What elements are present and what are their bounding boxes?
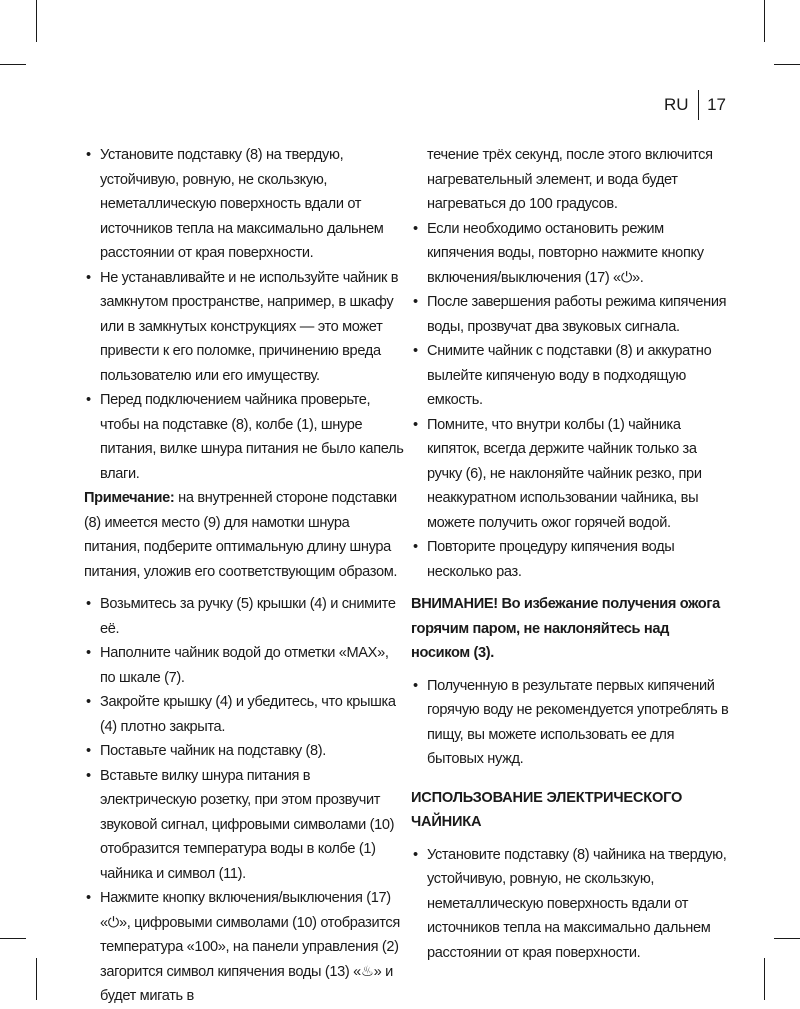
list-item: • После завершения работы режима кипячения воды, прозвучат два звуковых сигнала. [411,290,731,339]
list-item: • Снимите чайник с подставки (8) и аккуратно вылейте кипяченую воду в подходящую емкость. [411,339,731,413]
list-item: • Возьмитесь за ручку (5) крышки (4) и снимите её. [84,592,406,641]
list-item: • Полученную в результате первых кипячений горячую воду не рекомендуется употреблять в пищу, вы можете использовать ее для бытовых нужд. [411,674,731,772]
list-item: • Вставьте вилку шнура питания в электрическую розетку, при этом прозвучит звуковой сигнал, цифровыми символами (10) отобразится температура воды в колбе (1) чайника и символ (11). [84,764,406,887]
list-item: • Наполните чайник водой до отметки «MAX», по шкале (7). [84,641,406,690]
list-item: • Если необходимо остановить режим кипячения воды, повторно нажмите кнопку включения/выключения (17) «⏻». [411,217,731,291]
left-column [84,143,406,1009]
note-paragraph [84,486,406,584]
spacer [411,584,731,592]
crop-mark [0,64,26,65]
language-code: RU [664,95,689,114]
list-item: • Установите подставку (8) чайника на твердую, устойчивую, ровную, не скользкую, неметаллическую поверхность вдали от источников тепла на максимально дальнем расстоянии от края поверхности. [411,843,731,966]
warning-paragraph: ВНИМАНИЕ! Во избежание получения ожога горячим паром, не наклоняйтесь над носиком (3). [411,596,720,661]
bullet-list [84,143,406,486]
crop-mark [36,0,37,42]
list-item: • Повторите процедуру кипячения воды несколько раз. [411,535,731,584]
crop-mark [774,938,800,939]
note-label: Примечание: [84,490,175,506]
spacer [411,835,731,843]
crop-mark [764,0,765,42]
list-item: • Нажмите кнопку включения/выключения (17) «⏻», цифровыми символами (10) отобразится температура «100», на панели управления (2) загорится символ кипячения воды (13) «♨» и будет мигать в [84,886,406,1009]
crop-mark [764,958,765,1000]
right-column [411,143,731,965]
spacer [411,666,731,674]
list-item: • Перед подключением чайника проверьте, чтобы на подставке (8), колбе (1), шнуре питания, вилке шнура питания не было капель влаги. [84,388,406,486]
bullet-list [84,592,406,1009]
list-item-continuation: течение трёх секунд, после этого включится нагревательный элемент, и вода будет нагреваться до 100 градусов. [427,147,713,212]
page-header [664,90,726,120]
page-number: 17 [707,95,726,114]
crop-mark [0,938,26,939]
bullet-list [411,143,731,584]
list-item: • Установите подставку (8) на твердую, устойчивую, ровную, не скользкую, неметаллическую поверхность вдали от источников тепла на максимально дальнем расстоянии от края поверхности. [84,143,406,266]
list-item: • Поставьте чайник на подставку (8). [84,739,406,764]
section-heading: ИСПОЛЬЗОВАНИЕ ЭЛЕКТРИЧЕСКОГО ЧАЙНИКА [411,789,683,830]
spacer [411,772,731,786]
crop-mark [774,64,800,65]
list-item: • Помните, что внутри колбы (1) чайника кипяток, всегда держите чайник только за ручку (6), не наклоняйте чайник резко, при неаккуратном использовании чайника, вы можете получить ожог горячей водой. [411,413,731,536]
spacer [84,584,406,592]
crop-mark [36,958,37,1000]
list-item: • Не устанавливайте и не используйте чайник в замкнутом пространстве, например, в шкафу или в замкнутых конструкциях — это может привести к его поломке, причинению вреда пользователю или его имуществу. [84,266,406,389]
note-text: на внутренней стороне подставки (8) имеется место (9) для намотки шнура питания, подберите оптимальную длину шнура питания, уложив его соответствующим образом. [84,490,398,580]
bullet-list [411,843,731,966]
bullet-list [411,674,731,772]
list-item: • Закройте крышку (4) и убедитесь, что крышка (4) плотно закрыта. [84,690,406,739]
